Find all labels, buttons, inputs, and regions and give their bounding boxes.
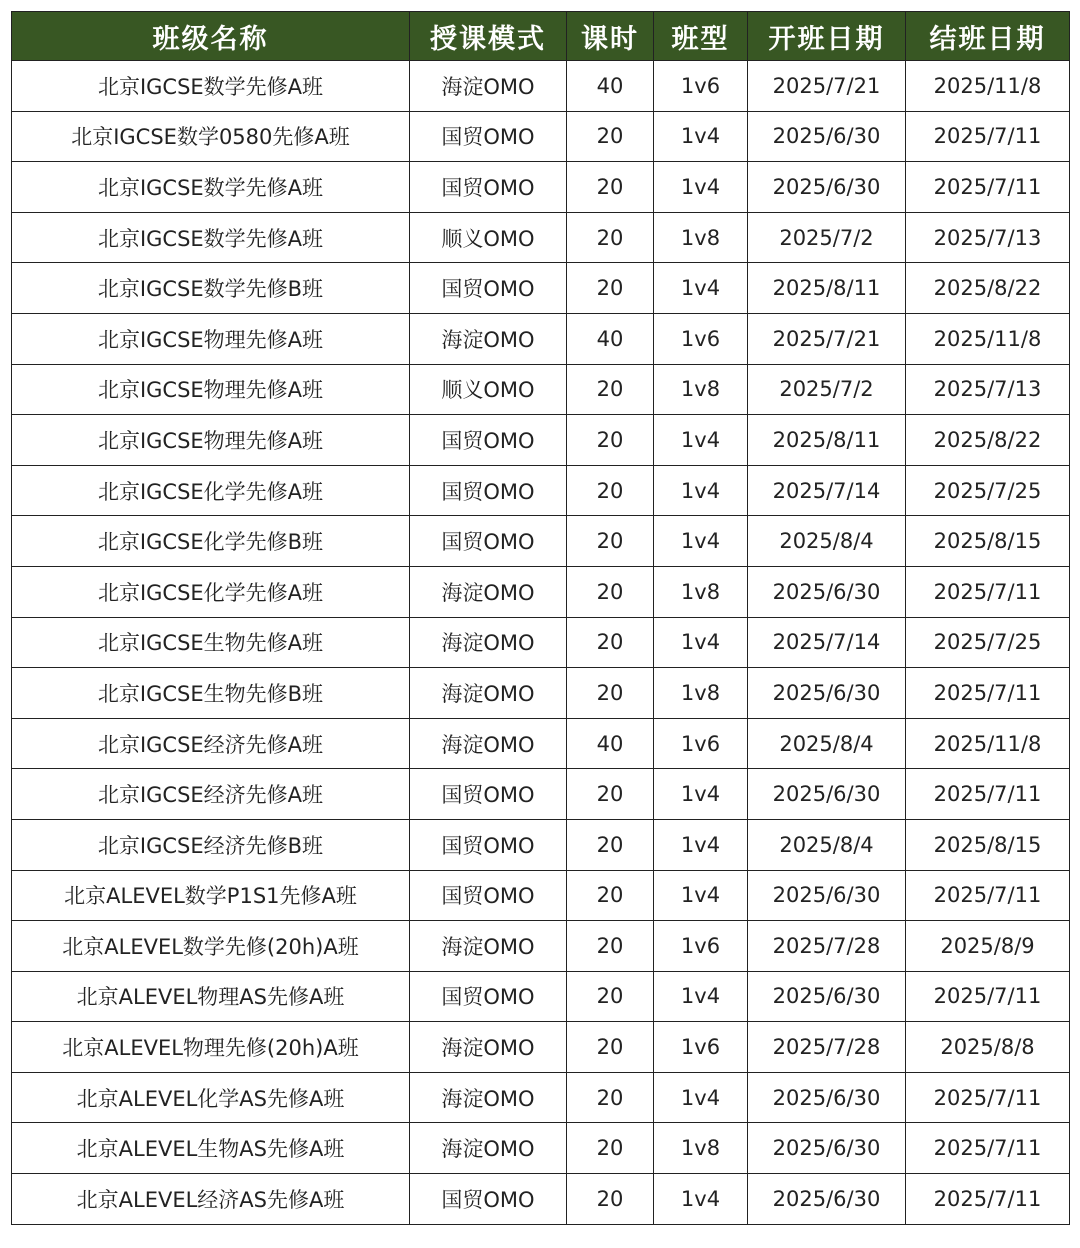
table-row xyxy=(12,1123,1070,1174)
table-row xyxy=(12,668,1070,719)
end-date-cell: 2025/7/13 xyxy=(906,364,1070,415)
class-name-cell: 北京ALEVEL数学P1S1先修A班 xyxy=(12,870,410,921)
teaching-mode-cell: 国贸OMO xyxy=(410,516,567,567)
class-name-cell: 北京IGCSE化学先修B班 xyxy=(12,516,410,567)
class-name-cell: 北京IGCSE经济先修B班 xyxy=(12,819,410,870)
teaching-mode-cell: 国贸OMO xyxy=(410,263,567,314)
table-row xyxy=(12,870,1070,921)
table-row xyxy=(12,162,1070,213)
class-type-cell: 1v6 xyxy=(654,1022,748,1073)
start-date-cell: 2025/7/2 xyxy=(748,364,906,415)
teaching-mode-cell: 国贸OMO xyxy=(410,971,567,1022)
class-hours-cell: 20 xyxy=(567,668,654,719)
teaching-mode-cell: 国贸OMO xyxy=(410,819,567,870)
table-row xyxy=(12,415,1070,466)
start-date-cell: 2025/7/28 xyxy=(748,921,906,972)
class-type-cell: 1v6 xyxy=(654,921,748,972)
end-date-cell: 2025/7/11 xyxy=(906,111,1070,162)
class-type-cell: 1v6 xyxy=(654,313,748,364)
start-date-cell: 2025/7/21 xyxy=(748,313,906,364)
teaching-mode-cell: 海淀OMO xyxy=(410,617,567,668)
header-class-hours: 课时 xyxy=(567,12,654,61)
teaching-mode-cell: 海淀OMO xyxy=(410,1022,567,1073)
table-row xyxy=(12,769,1070,820)
class-name-cell: 北京IGCSE生物先修B班 xyxy=(12,668,410,719)
teaching-mode-cell: 国贸OMO xyxy=(410,111,567,162)
class-hours-cell: 20 xyxy=(567,364,654,415)
class-hours-cell: 20 xyxy=(567,212,654,263)
class-hours-cell: 20 xyxy=(567,1022,654,1073)
table-row xyxy=(12,617,1070,668)
teaching-mode-cell: 国贸OMO xyxy=(410,162,567,213)
class-hours-cell: 20 xyxy=(567,769,654,820)
end-date-cell: 2025/7/25 xyxy=(906,617,1070,668)
table-row xyxy=(12,61,1070,112)
class-hours-cell: 20 xyxy=(567,617,654,668)
class-hours-cell: 20 xyxy=(567,465,654,516)
start-date-cell: 2025/6/30 xyxy=(748,870,906,921)
table-row xyxy=(12,263,1070,314)
end-date-cell: 2025/7/11 xyxy=(906,162,1070,213)
teaching-mode-cell: 国贸OMO xyxy=(410,415,567,466)
end-date-cell: 2025/7/11 xyxy=(906,566,1070,617)
end-date-cell: 2025/7/25 xyxy=(906,465,1070,516)
teaching-mode-cell: 国贸OMO xyxy=(410,870,567,921)
class-name-cell: 北京ALEVEL生物AS先修A班 xyxy=(12,1123,410,1174)
end-date-cell: 2025/8/8 xyxy=(906,1022,1070,1073)
class-type-cell: 1v4 xyxy=(654,1174,748,1225)
class-type-cell: 1v4 xyxy=(654,971,748,1022)
teaching-mode-cell: 海淀OMO xyxy=(410,313,567,364)
table-header xyxy=(12,12,1070,61)
end-date-cell: 2025/11/8 xyxy=(906,313,1070,364)
class-name-cell: 北京ALEVEL数学先修(20h)A班 xyxy=(12,921,410,972)
table-row xyxy=(12,819,1070,870)
start-date-cell: 2025/7/2 xyxy=(748,212,906,263)
start-date-cell: 2025/6/30 xyxy=(748,111,906,162)
class-hours-cell: 20 xyxy=(567,819,654,870)
class-name-cell: 北京IGCSE经济先修A班 xyxy=(12,718,410,769)
end-date-cell: 2025/7/11 xyxy=(906,1174,1070,1225)
class-name-cell: 北京IGCSE数学先修A班 xyxy=(12,61,410,112)
end-date-cell: 2025/7/11 xyxy=(906,668,1070,719)
end-date-cell: 2025/7/13 xyxy=(906,212,1070,263)
class-name-cell: 北京IGCSE数学0580先修A班 xyxy=(12,111,410,162)
class-hours-cell: 20 xyxy=(567,263,654,314)
class-hours-cell: 40 xyxy=(567,313,654,364)
end-date-cell: 2025/8/22 xyxy=(906,263,1070,314)
start-date-cell: 2025/6/30 xyxy=(748,566,906,617)
start-date-cell: 2025/6/30 xyxy=(748,971,906,1022)
class-type-cell: 1v8 xyxy=(654,668,748,719)
end-date-cell: 2025/8/9 xyxy=(906,921,1070,972)
table-row xyxy=(12,212,1070,263)
class-type-cell: 1v8 xyxy=(654,1123,748,1174)
class-name-cell: 北京IGCSE化学先修A班 xyxy=(12,465,410,516)
class-hours-cell: 20 xyxy=(567,921,654,972)
header-end-date: 结班日期 xyxy=(906,12,1070,61)
class-hours-cell: 20 xyxy=(567,870,654,921)
class-hours-cell: 20 xyxy=(567,1174,654,1225)
table-row xyxy=(12,313,1070,364)
teaching-mode-cell: 国贸OMO xyxy=(410,769,567,820)
class-name-cell: 北京IGCSE物理先修A班 xyxy=(12,415,410,466)
end-date-cell: 2025/7/11 xyxy=(906,1072,1070,1123)
class-name-cell: 北京IGCSE物理先修A班 xyxy=(12,313,410,364)
class-type-cell: 1v4 xyxy=(654,1072,748,1123)
class-hours-cell: 20 xyxy=(567,1072,654,1123)
end-date-cell: 2025/7/11 xyxy=(906,769,1070,820)
class-hours-cell: 20 xyxy=(567,162,654,213)
start-date-cell: 2025/6/30 xyxy=(748,162,906,213)
class-type-cell: 1v8 xyxy=(654,212,748,263)
table-row xyxy=(12,718,1070,769)
table-row xyxy=(12,1174,1070,1225)
start-date-cell: 2025/6/30 xyxy=(748,1123,906,1174)
class-type-cell: 1v4 xyxy=(654,465,748,516)
teaching-mode-cell: 海淀OMO xyxy=(410,718,567,769)
end-date-cell: 2025/8/22 xyxy=(906,415,1070,466)
table-row xyxy=(12,971,1070,1022)
teaching-mode-cell: 海淀OMO xyxy=(410,668,567,719)
end-date-cell: 2025/11/8 xyxy=(906,718,1070,769)
start-date-cell: 2025/7/14 xyxy=(748,617,906,668)
class-type-cell: 1v4 xyxy=(654,415,748,466)
start-date-cell: 2025/8/11 xyxy=(748,415,906,466)
class-hours-cell: 40 xyxy=(567,61,654,112)
start-date-cell: 2025/7/28 xyxy=(748,1022,906,1073)
class-hours-cell: 20 xyxy=(567,1123,654,1174)
class-type-cell: 1v4 xyxy=(654,162,748,213)
end-date-cell: 2025/7/11 xyxy=(906,870,1070,921)
end-date-cell: 2025/7/11 xyxy=(906,971,1070,1022)
start-date-cell: 2025/8/11 xyxy=(748,263,906,314)
class-name-cell: 北京IGCSE数学先修A班 xyxy=(12,212,410,263)
class-name-cell: 北京IGCSE物理先修A班 xyxy=(12,364,410,415)
class-hours-cell: 20 xyxy=(567,516,654,567)
header-start-date: 开班日期 xyxy=(748,12,906,61)
teaching-mode-cell: 海淀OMO xyxy=(410,61,567,112)
class-type-cell: 1v4 xyxy=(654,819,748,870)
table-row xyxy=(12,465,1070,516)
start-date-cell: 2025/6/30 xyxy=(748,769,906,820)
class-type-cell: 1v4 xyxy=(654,617,748,668)
table-row xyxy=(12,566,1070,617)
class-type-cell: 1v4 xyxy=(654,111,748,162)
class-hours-cell: 20 xyxy=(567,111,654,162)
class-name-cell: 北京ALEVEL物理先修(20h)A班 xyxy=(12,1022,410,1073)
start-date-cell: 2025/8/4 xyxy=(748,516,906,567)
class-type-cell: 1v4 xyxy=(654,870,748,921)
teaching-mode-cell: 顺义OMO xyxy=(410,364,567,415)
teaching-mode-cell: 国贸OMO xyxy=(410,465,567,516)
class-hours-cell: 20 xyxy=(567,415,654,466)
class-name-cell: 北京IGCSE化学先修A班 xyxy=(12,566,410,617)
class-type-cell: 1v6 xyxy=(654,61,748,112)
table-body xyxy=(12,61,1070,1225)
end-date-cell: 2025/7/11 xyxy=(906,1123,1070,1174)
end-date-cell: 2025/11/8 xyxy=(906,61,1070,112)
table-row xyxy=(12,1072,1070,1123)
start-date-cell: 2025/6/30 xyxy=(748,668,906,719)
class-type-cell: 1v8 xyxy=(654,566,748,617)
class-type-cell: 1v4 xyxy=(654,516,748,567)
class-type-cell: 1v4 xyxy=(654,263,748,314)
start-date-cell: 2025/6/30 xyxy=(748,1174,906,1225)
class-hours-cell: 20 xyxy=(567,566,654,617)
header-class-type: 班型 xyxy=(654,12,748,61)
header-class-name: 班级名称 xyxy=(12,12,410,61)
class-hours-cell: 20 xyxy=(567,971,654,1022)
start-date-cell: 2025/7/21 xyxy=(748,61,906,112)
class-type-cell: 1v6 xyxy=(654,718,748,769)
end-date-cell: 2025/8/15 xyxy=(906,516,1070,567)
table-row xyxy=(12,1022,1070,1073)
start-date-cell: 2025/7/14 xyxy=(748,465,906,516)
class-name-cell: 北京ALEVEL物理AS先修A班 xyxy=(12,971,410,1022)
class-name-cell: 北京ALEVEL化学AS先修A班 xyxy=(12,1072,410,1123)
class-name-cell: 北京ALEVEL经济AS先修A班 xyxy=(12,1174,410,1225)
class-type-cell: 1v8 xyxy=(654,364,748,415)
header-teaching-mode: 授课模式 xyxy=(410,12,567,61)
class-schedule-table xyxy=(11,11,1070,1225)
class-name-cell: 北京IGCSE数学先修B班 xyxy=(12,263,410,314)
start-date-cell: 2025/8/4 xyxy=(748,819,906,870)
end-date-cell: 2025/8/15 xyxy=(906,819,1070,870)
start-date-cell: 2025/8/4 xyxy=(748,718,906,769)
table-row xyxy=(12,921,1070,972)
header-row xyxy=(12,12,1070,61)
teaching-mode-cell: 海淀OMO xyxy=(410,921,567,972)
class-type-cell: 1v4 xyxy=(654,769,748,820)
class-name-cell: 北京IGCSE数学先修A班 xyxy=(12,162,410,213)
teaching-mode-cell: 海淀OMO xyxy=(410,1072,567,1123)
table-row xyxy=(12,516,1070,567)
table-row xyxy=(12,364,1070,415)
table-row xyxy=(12,111,1070,162)
teaching-mode-cell: 海淀OMO xyxy=(410,566,567,617)
teaching-mode-cell: 顺义OMO xyxy=(410,212,567,263)
start-date-cell: 2025/6/30 xyxy=(748,1072,906,1123)
teaching-mode-cell: 国贸OMO xyxy=(410,1174,567,1225)
class-name-cell: 北京IGCSE生物先修A班 xyxy=(12,617,410,668)
class-name-cell: 北京IGCSE经济先修A班 xyxy=(12,769,410,820)
teaching-mode-cell: 海淀OMO xyxy=(410,1123,567,1174)
class-hours-cell: 40 xyxy=(567,718,654,769)
